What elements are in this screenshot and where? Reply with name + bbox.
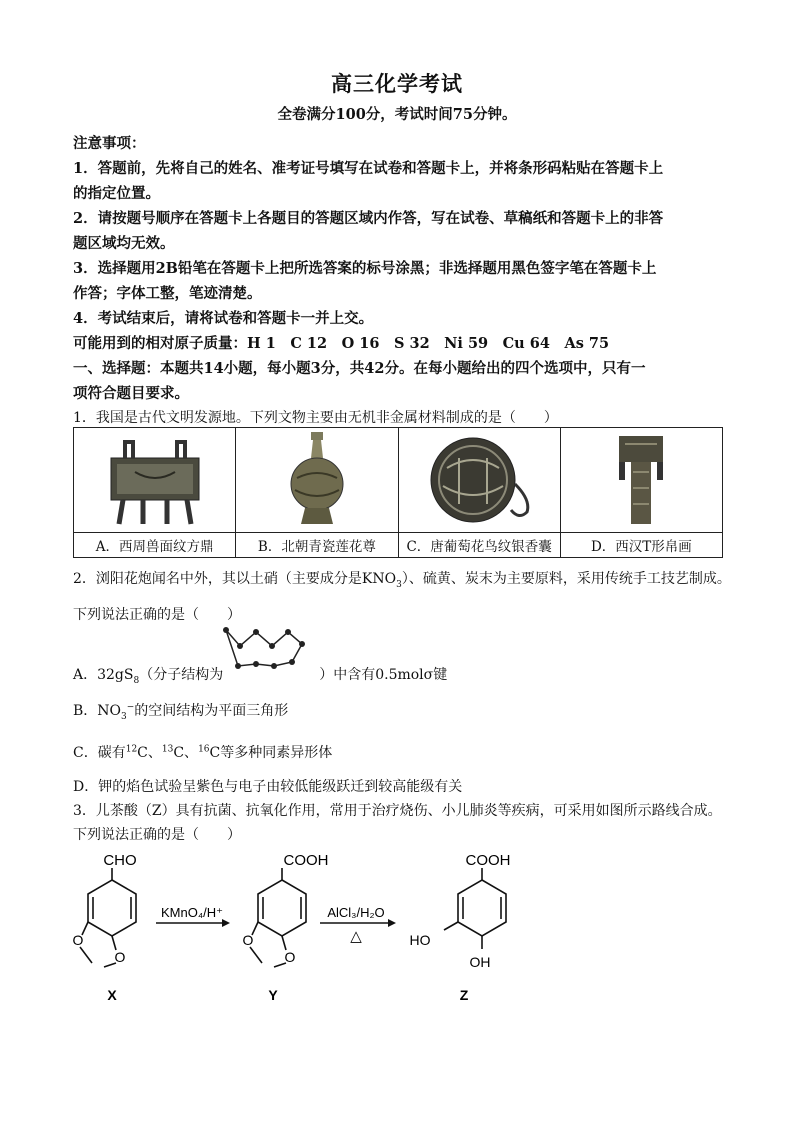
- q1-stem: 1．我国是古代文明发源地。下列文物主要由无机非金属材料制成的是（ ）: [73, 410, 558, 426]
- celadon-vase-icon: [237, 428, 397, 528]
- q2-stem: 2．浏阳花炮闻名中外，其以土硝（主要成分是$KNO_3$）、硫黄、炭末为主要原料，采用传统手工技艺制成。: [73, 571, 731, 590]
- q1-option-d: D．西汉T形帛画: [560, 533, 722, 558]
- label-x: X: [107, 987, 117, 1003]
- notice-heading: 注意事项：: [73, 135, 146, 152]
- x-aldehyde-label: CHO: [103, 852, 137, 869]
- arrow-2: [320, 919, 396, 927]
- y-oxygen-label: O: [242, 932, 254, 948]
- q1-option-c: C．唐葡萄花鸟纹银香囊: [398, 533, 560, 558]
- reagent-1: KMnO₄/H⁺: [160, 905, 224, 920]
- notice-line: 的指定位置。: [73, 185, 160, 202]
- q3-stem-cont: 下列说法正确的是（ ）: [73, 827, 241, 843]
- notice-line: 2．请按题号顺序在答题卡上各题目的答题区域内作答，写在试卷、草稿纸和答题卡上的非答: [73, 210, 664, 227]
- compound-x: [80, 868, 136, 967]
- x-oxygen-label: O: [114, 949, 126, 965]
- arrow-1: [156, 919, 230, 927]
- q2-option-c: C．碳有$^{12}$C、$^{13}$C、$^{16}$C等多种同素异形体: [73, 744, 333, 761]
- z-hydroxyl-label: HO: [409, 932, 431, 948]
- q1-options-table: [73, 427, 723, 558]
- section-heading: 一、选择题：本题共14小题，每小题3分，共42分。在每小题给出的四个选项中，只有一: [73, 360, 646, 377]
- z-carboxyl-label: COOH: [465, 852, 511, 869]
- q1-image-c: [398, 428, 560, 533]
- section-heading-cont: 项符合题目要求。: [73, 385, 189, 402]
- label-y: Y: [268, 987, 278, 1003]
- notice-line: 3．选择题用2B铅笔在答题卡上把所选答案的标号涂黑；非选择题用黑色签字笔在答题卡上: [73, 260, 657, 277]
- notice-line: 题区域均无效。: [73, 235, 175, 252]
- heat-condition: △: [350, 928, 362, 945]
- silk-painting-icon: [561, 428, 721, 528]
- y-oxygen-label: O: [284, 949, 296, 965]
- page-title: 高三化学考试: [331, 71, 463, 96]
- q3-stem: 3．儿茶酸（Z）具有抗菌、抗氧化作用，常用于治疗烧伤、小儿肺炎等疾病，可采用如图所示路线合成。: [73, 803, 722, 819]
- q2-option-d: D．钾的焰色试验呈紫色与电子由较低能级跃迁到较高能级有关: [73, 779, 463, 795]
- q1-option-b: B．北朝青瓷莲花尊: [236, 533, 398, 558]
- z-hydroxyl-label: OH: [469, 954, 491, 970]
- compound-y: [250, 868, 306, 967]
- silver-censer-icon: [399, 428, 559, 528]
- q1-image-a: [74, 428, 236, 533]
- notice-line: 4．考试结束后，请将试卷和答题卡一并上交。: [73, 310, 374, 327]
- compound-z: [444, 868, 506, 949]
- notice-line: 1．答题前，先将自己的姓名、准考证号填写在试卷和答题卡上，并将条形码粘贴在答题卡上: [73, 160, 664, 177]
- reagent-2: AlCl₃/H₂O: [327, 905, 385, 920]
- y-carboxyl-label: COOH: [283, 852, 329, 869]
- q2-option-b: B．$NO_3^-$的空间结构为平面三角形: [73, 702, 289, 722]
- q1-image-b: [236, 428, 398, 533]
- q2-stem-cont: 下列说法正确的是（ ）: [73, 607, 241, 623]
- bronze-ding-icon: [75, 428, 235, 528]
- exam-info: 全卷满分100分，考试时间75分钟。: [277, 106, 517, 123]
- q1-image-d: [560, 428, 722, 533]
- label-z: Z: [459, 987, 469, 1003]
- notice-line: 作答；字体工整，笔迹清楚。: [73, 285, 262, 302]
- q2-option-a: A．$32gS_8$（分子结构为 ）中含有0.5molσ键: [73, 667, 448, 686]
- q1-option-a: A．西周兽面纹方鼎: [74, 533, 236, 558]
- synthesis-scheme: [70, 845, 560, 1005]
- atomic-masses: 可能用到的相对原子质量：H 1 C 12 O 16 S 32 Ni 59 Cu 64 As 75: [73, 335, 610, 352]
- x-oxygen-label: O: [72, 932, 84, 948]
